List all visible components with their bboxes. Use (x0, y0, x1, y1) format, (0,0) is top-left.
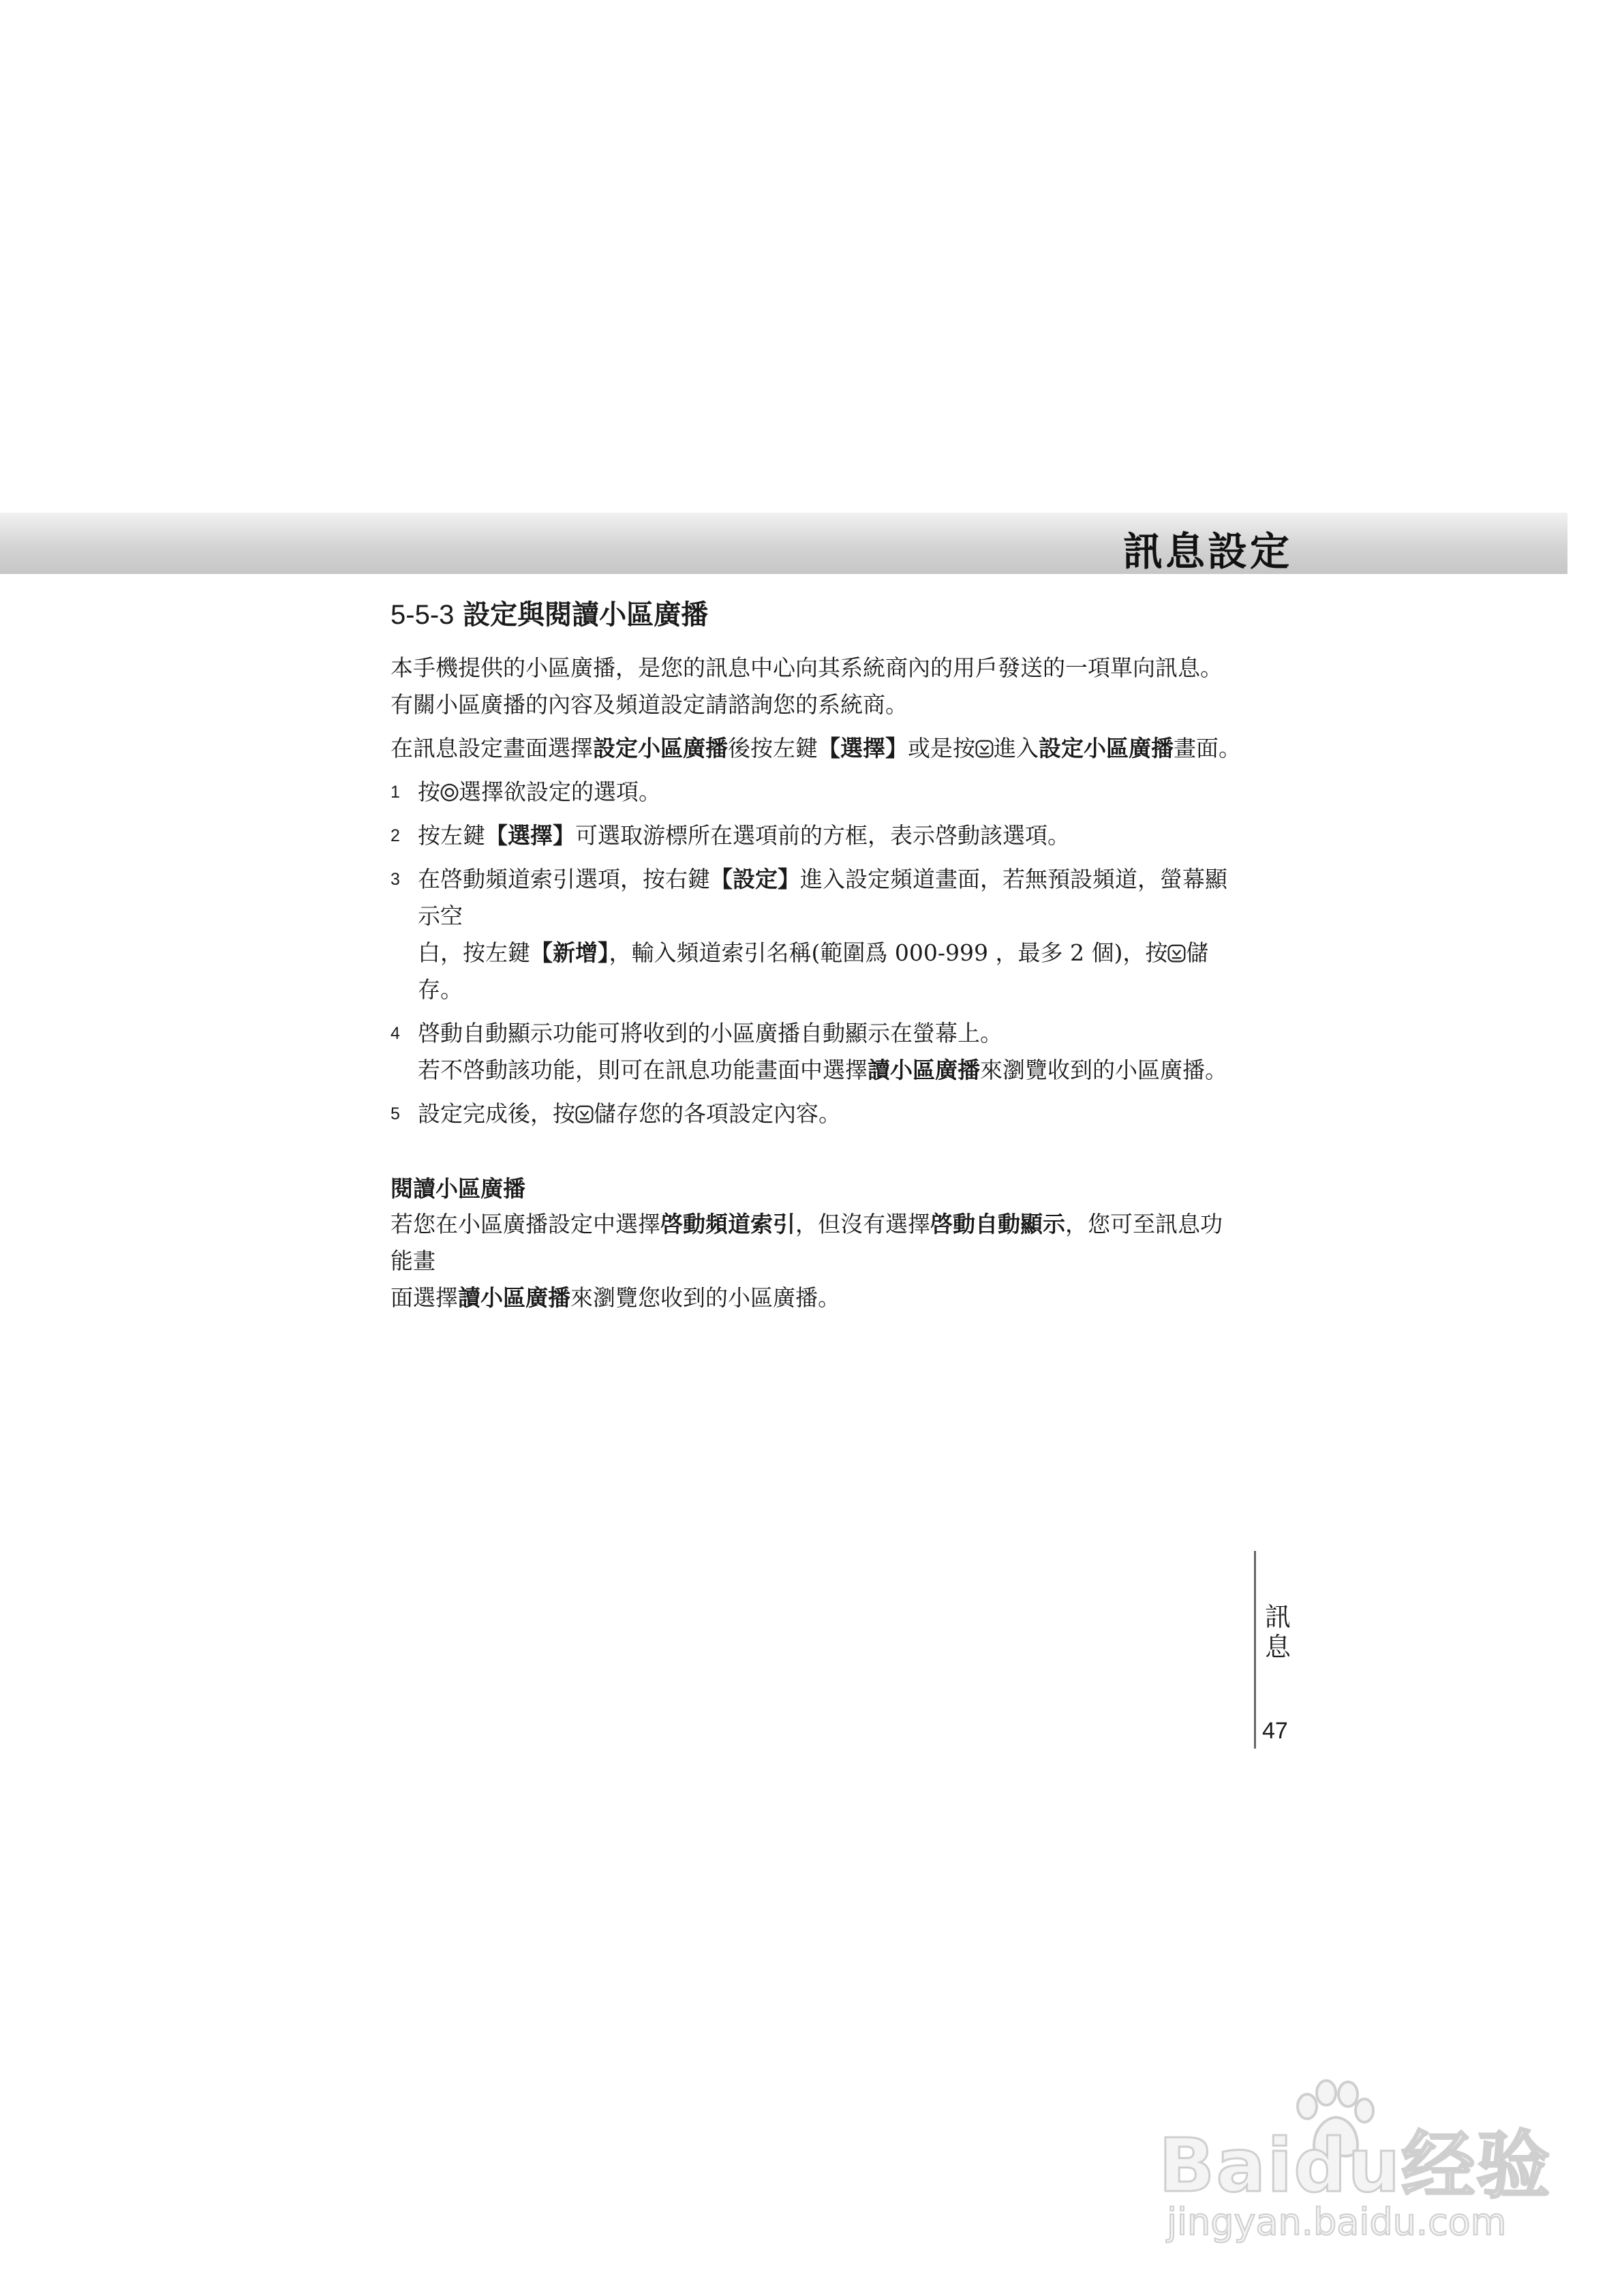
chapter-tab-char: 息 (1264, 1632, 1291, 1662)
section-number: 5-5-3 (391, 600, 455, 630)
list-item: 5 設定完成後，按 儲存您的各項設定內容。 (391, 1100, 841, 1127)
header-band (0, 513, 1567, 574)
watermark-brand: Baidu经验 (1159, 2124, 1552, 2209)
section-title (391, 593, 1242, 632)
nav-key-icon (440, 783, 459, 802)
main-content (391, 593, 1242, 1323)
side-divider (1254, 1551, 1256, 1749)
ok-key-icon (1167, 944, 1186, 963)
instruction-paragraph: 在訊息設定畫面選擇設定小區廣播後按左鍵【選擇】或是按 進入設定小區廣播畫面。 (391, 735, 1241, 761)
list-item: 4 啓動自動顯示功能可將收到的小區廣播自動顯示在螢幕上。 若不啓動該功能，則可在訊息功能畫面中選擇讀小區廣播來瀏覽收到的小區廣播。 (391, 1020, 1227, 1083)
ok-key-icon (575, 1105, 594, 1123)
ok-key-icon (975, 740, 994, 758)
read-paragraph: 若您在小區廣播設定中選擇啓動頻道索引，但沒有選擇啓動自動顯示，您可至訊息功能畫 面選擇讀小區廣播來瀏覽您收到的小區廣播。 (391, 1211, 1223, 1311)
chapter-tab (1261, 1602, 1295, 1662)
watermark-url: jingyan.baidu.com (1167, 2201, 1507, 2244)
list-item: 2 按左鍵【選擇】可選取游標所在選項前的方框，表示啓動該選項。 (391, 822, 1070, 849)
page-header-title: 訊息設定 (1122, 528, 1292, 575)
read-heading: 閱讀小區廣播 (391, 1175, 525, 1202)
list-item: 1 按 選擇欲設定的選項。 (391, 779, 661, 805)
chapter-tab-char: 訊 (1264, 1602, 1291, 1632)
list-item: 3 在啓動頻道索引選項，按右鍵【設定】進入設定頻道畫面，若無預設頻道，螢幕顯示空 白，按左鍵【新增】，輸入頻道索引名稱(範圍爲 000-999 ，最多 2 個)，按 儲存。 (391, 866, 1227, 1003)
steps-list (391, 774, 1242, 1132)
intro-paragraph: 本手機提供的小區廣播，是您的訊息中心向其系統商內的用戶發送的一項單向訊息。有關小區廣播的內容及頻道設定請諮詢您的系統商。 (391, 654, 1223, 718)
section-name: 設定與閱讀小區廣播 (463, 599, 709, 631)
page-number: 47 (1262, 1718, 1288, 1744)
